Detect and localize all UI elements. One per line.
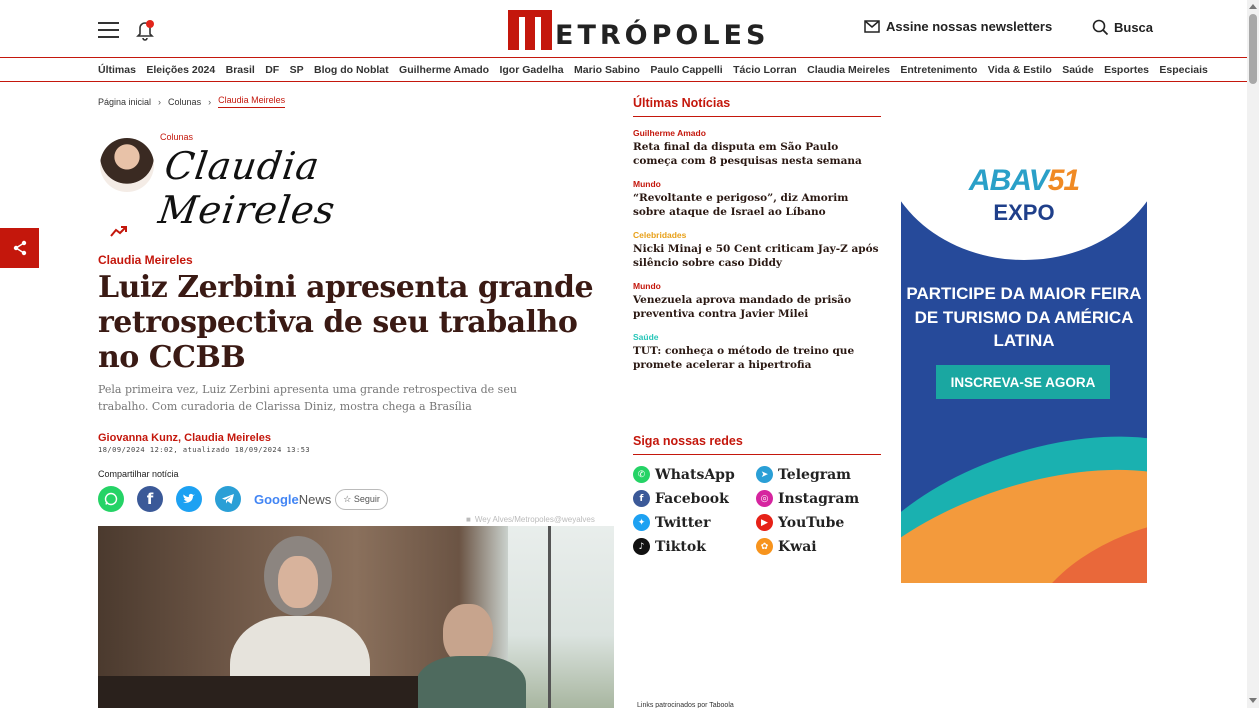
whatsapp-icon: ✆: [633, 466, 650, 483]
search-label: Busca: [1114, 20, 1154, 35]
social-link-instagram[interactable]: [756, 490, 881, 507]
news-item[interactable]: [633, 230, 881, 270]
facebook-icon: f: [633, 490, 650, 507]
columnist-signature: Claudia Meireles: [155, 144, 339, 232]
notification-bell-icon[interactable]: [136, 19, 156, 41]
nav-item[interactable]: Saúde: [1062, 64, 1094, 76]
photo-man-body: [416, 656, 526, 708]
ad-banner[interactable]: [901, 150, 1147, 583]
google-news-logo: Google: [254, 491, 299, 507]
nav-item[interactable]: DF: [265, 64, 280, 76]
share-twitter-button[interactable]: [176, 486, 202, 512]
news-title[interactable]: Reta final da disputa em São Paulo começa com 8 pesquisas nesta semana: [633, 141, 862, 167]
logo-m-mark: [508, 10, 552, 50]
chevron-right-icon: ›: [208, 96, 212, 107]
envelope-icon: [864, 20, 880, 33]
article-photo[interactable]: [98, 526, 614, 708]
nav-item[interactable]: SP: [289, 64, 304, 76]
breadcrumb: [98, 95, 285, 108]
nav-list: [98, 64, 1218, 76]
columnist-avatar: [100, 138, 154, 192]
search-button[interactable]: [1092, 19, 1153, 36]
share-telegram-button[interactable]: [215, 486, 241, 512]
article-title: Luiz Zerbini apresenta grande retrospectiva de seu trabalho no CCBB: [98, 270, 594, 375]
nav-item[interactable]: Igor Gadelha: [499, 64, 564, 76]
nav-item[interactable]: Esportes: [1104, 64, 1150, 76]
social-label: Kwai: [778, 538, 817, 555]
photo-credit-text: Wey Alves/Metropoles@weyalves: [474, 515, 595, 524]
camera-icon: ■: [466, 515, 471, 524]
nav-item[interactable]: Mario Sabino: [574, 64, 640, 76]
photo-woman-face: [278, 556, 318, 608]
breadcrumb-home[interactable]: Página inicial: [98, 96, 152, 107]
breadcrumb-section[interactable]: Colunas: [168, 96, 202, 107]
nav-item[interactable]: Blog do Noblat: [313, 64, 389, 76]
tiktok-icon: ♪: [633, 538, 650, 555]
telegram-icon: [221, 493, 235, 505]
social-label: Telegram: [778, 466, 851, 483]
follow-button[interactable]: ☆ Seguir: [335, 489, 388, 510]
photo-piano: [98, 676, 418, 708]
nav-item[interactable]: Vida & Estilo: [987, 64, 1052, 76]
logo-wordmark: ETRÓPOLES: [555, 20, 770, 51]
social-link-twitter[interactable]: [633, 514, 756, 531]
ad-expo: EXPO: [993, 200, 1055, 225]
news-item[interactable]: [633, 281, 881, 321]
page-scrollbar[interactable]: [1247, 0, 1259, 708]
nav-item[interactable]: Eleições 2024: [146, 64, 216, 76]
social-link-facebook[interactable]: [633, 490, 756, 507]
share-buttons: [98, 486, 388, 512]
nav-item[interactable]: Especiais: [1159, 64, 1208, 76]
google-news-link[interactable]: [254, 489, 388, 510]
metropoles-logo[interactable]: [508, 8, 769, 50]
news-item[interactable]: [633, 128, 881, 168]
social-link-telegram[interactable]: [756, 466, 881, 483]
nav-item[interactable]: Tácio Lorran: [733, 64, 797, 76]
article-authors[interactable]: Giovanna Kunz, Claudia Meireles: [98, 432, 271, 444]
article-dates: 18/09/2024 12:02, atualizado 18/09/2024 13:53: [98, 446, 311, 454]
share-label: Compartilhar notícia: [98, 469, 179, 479]
instagram-icon: ◎: [756, 490, 773, 507]
columnist-section-label: Colunas: [160, 132, 194, 142]
social-link-youtube[interactable]: [756, 514, 881, 531]
news-category[interactable]: Saúde: [633, 332, 659, 342]
chevron-right-icon: ›: [158, 96, 162, 107]
ad-headline: PARTICIPE DA MAIOR FEIRA DE TURISMO DA AMÉRICA LATINA: [906, 284, 1142, 350]
news-category[interactable]: Guilherme Amado: [633, 128, 706, 138]
latest-news-list: [633, 128, 881, 372]
nav-item[interactable]: Últimas: [98, 64, 136, 76]
social-label: WhatsApp: [655, 466, 735, 483]
news-title[interactable]: Venezuela aprova mandado de prisão preventiva contra Javier Milei: [633, 294, 852, 320]
social-link-whatsapp[interactable]: [633, 466, 756, 483]
social-grid: [633, 466, 881, 555]
ad-brand-name: ABAV: [968, 164, 1048, 197]
twitter-icon: ✦: [633, 514, 650, 531]
scroll-down-arrow-icon[interactable]: [1249, 698, 1257, 703]
nav-item[interactable]: Entretenimento: [900, 64, 978, 76]
menu-icon[interactable]: [98, 22, 119, 39]
site-header: [0, 0, 1247, 58]
scroll-up-arrow-icon[interactable]: [1249, 4, 1257, 9]
photo-man-head: [443, 604, 493, 664]
ad-cta-button[interactable]: INSCREVA-SE AGORA: [936, 365, 1110, 399]
news-title[interactable]: “Revoltante e perigoso”, diz Amorim sobre ataque de Israel ao Líbano: [633, 192, 849, 218]
ad-brand-number: 51: [1047, 164, 1080, 197]
search-icon: [1092, 19, 1109, 36]
nav-item[interactable]: Guilherme Amado: [399, 64, 490, 76]
nav-item[interactable]: Claudia Meireles: [807, 64, 890, 76]
taboola-label: Links patrocinados por Taboola: [637, 702, 734, 708]
ad-brand: [901, 164, 1147, 198]
photo-credit: [466, 515, 595, 524]
scrollbar-thumb[interactable]: [1249, 14, 1257, 84]
news-category[interactable]: Mundo: [633, 179, 661, 189]
whatsapp-icon: [104, 492, 118, 506]
facebook-icon: f: [146, 490, 154, 508]
share-icon: [12, 240, 28, 256]
newsletter-link[interactable]: [864, 19, 1052, 34]
telegram-icon: ➤: [756, 466, 773, 483]
newsletter-label: Assine nossas newsletters: [886, 19, 1053, 34]
latest-news-title: Últimas Notícias: [633, 96, 881, 117]
social-label: Twitter: [655, 514, 711, 531]
social-link-kwai[interactable]: [756, 538, 881, 555]
nav-item[interactable]: Brasil: [225, 64, 255, 76]
nav-item[interactable]: Paulo Cappelli: [650, 64, 723, 76]
social-link-tiktok[interactable]: [633, 538, 756, 555]
news-item[interactable]: [633, 179, 881, 219]
news-category[interactable]: Mundo: [633, 281, 661, 291]
breadcrumb-current[interactable]: Claudia Meireles: [218, 95, 285, 108]
main-nav: [0, 60, 1247, 82]
news-title[interactable]: TUT: conheça o método de treino que promete acelerar a hipertrofia: [633, 345, 855, 371]
social-label: Facebook: [655, 490, 729, 507]
share-facebook-button[interactable]: [137, 486, 163, 512]
social-title: Siga nossas redes: [633, 434, 881, 455]
social-label: YouTube: [778, 514, 845, 531]
article-category[interactable]: Claudia Meireles: [98, 253, 193, 267]
floating-share-button[interactable]: [0, 228, 39, 268]
social-networks: [633, 434, 881, 555]
article-subtitle: Pela primeira vez, Luiz Zerbini apresenta uma grande retrospectiva de seu trabalho. Com curadoria de Clarissa Diniz, mostra chega a Brasília: [98, 383, 517, 413]
columnist-banner[interactable]: [100, 130, 460, 232]
latest-news: [633, 96, 881, 372]
youtube-icon: ▶: [756, 514, 773, 531]
social-label: Tiktok: [655, 538, 706, 555]
kwai-icon: ✿: [756, 538, 773, 555]
news-category[interactable]: Celebridades: [633, 230, 687, 240]
google-news-label: News: [298, 491, 332, 507]
news-item[interactable]: [633, 332, 881, 372]
social-label: Instagram: [778, 490, 860, 507]
twitter-icon: [182, 493, 196, 505]
trending-icon: [110, 224, 128, 243]
news-title[interactable]: Nicki Minaj e 50 Cent criticam Jay-Z após silêncio sobre caso Diddy: [633, 243, 879, 269]
share-whatsapp-button[interactable]: [98, 486, 124, 512]
